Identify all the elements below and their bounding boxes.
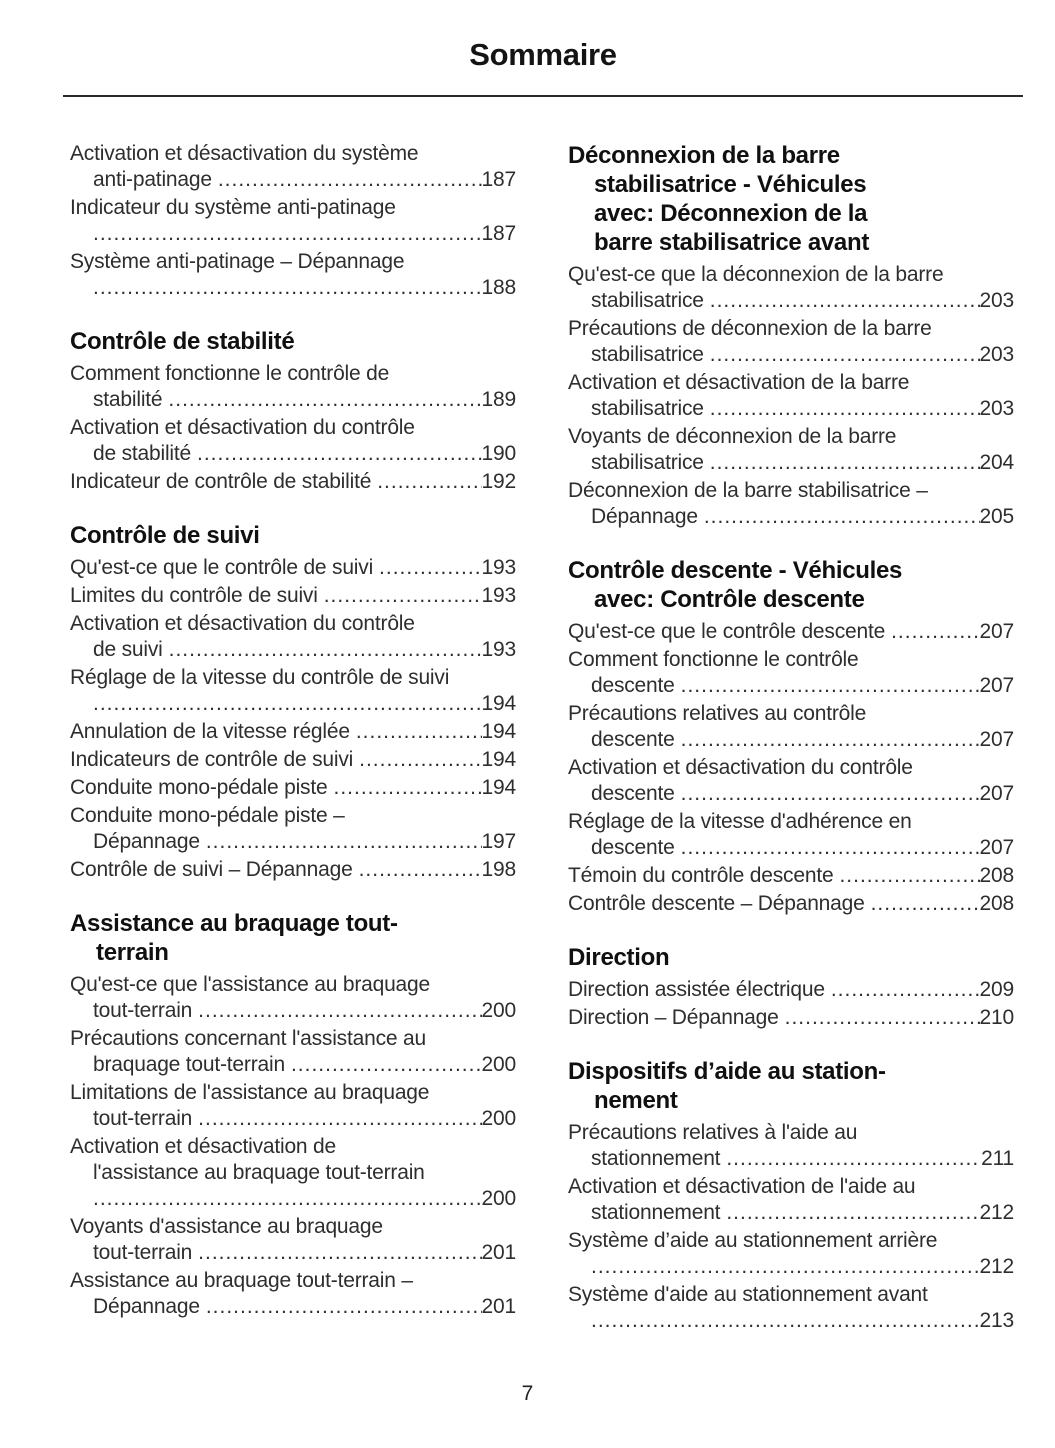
entry-text-line: Activation et désactivation du système bbox=[70, 142, 419, 165]
entry-leader-line bbox=[568, 619, 1014, 645]
entry-text: Témoin du contrôle descente bbox=[568, 864, 834, 887]
toc-section bbox=[70, 327, 516, 495]
toc-entry bbox=[568, 1005, 1014, 1031]
page-title: Sommaire bbox=[469, 37, 617, 72]
entry-page-number: 194 bbox=[481, 720, 516, 743]
dot-leader bbox=[359, 747, 481, 773]
entry-text: de stabilité bbox=[93, 442, 191, 465]
toc-entry bbox=[70, 1134, 516, 1212]
entry-leader-line bbox=[568, 396, 1014, 422]
entry-page-number: 194 bbox=[481, 776, 516, 799]
entry-leader-line bbox=[568, 342, 1014, 368]
entry-page-number: 198 bbox=[481, 858, 516, 881]
toc-entry bbox=[568, 262, 1014, 314]
toc-entry bbox=[568, 424, 1014, 476]
toc-columns bbox=[63, 141, 1023, 1336]
entry-text-line: Conduite mono-pédale piste – bbox=[70, 804, 345, 827]
entry-leader-line bbox=[70, 555, 516, 581]
entry-leader-line bbox=[70, 1106, 516, 1132]
entry-leader-line bbox=[70, 1294, 516, 1320]
entry-page-number: 207 bbox=[979, 782, 1014, 805]
entry-leader-line bbox=[568, 891, 1014, 917]
dot-leader bbox=[198, 1240, 481, 1266]
entry-text: stationnement bbox=[591, 1147, 721, 1170]
entry-leader-line bbox=[70, 469, 516, 495]
dot-leader bbox=[377, 469, 481, 495]
section-heading-line: Déconnexion de la barre bbox=[568, 142, 840, 169]
toc-entry bbox=[568, 701, 1014, 753]
entry-leader-line bbox=[70, 829, 516, 855]
entry-text: Direction assistée électrique bbox=[568, 978, 825, 1001]
entry-text-line: Assistance au braquage tout-terrain – bbox=[70, 1269, 413, 1292]
entry-text-line: Précautions concernant l'assistance au bbox=[70, 1027, 426, 1050]
entry-leader-line bbox=[568, 1254, 1014, 1280]
entry-text-line: Activation et désactivation de l'aide au bbox=[568, 1175, 916, 1198]
entry-text-line: Réglage de la vitesse du contrôle de suivi bbox=[70, 666, 450, 689]
dot-leader bbox=[681, 835, 980, 861]
entry-leader-line bbox=[70, 387, 516, 413]
entry-page-number: 203 bbox=[979, 397, 1014, 420]
dot-leader bbox=[206, 829, 482, 855]
entry-leader-line bbox=[70, 998, 516, 1024]
toc-entry bbox=[568, 370, 1014, 422]
entry-text-line: Indicateur du système anti-patinage bbox=[70, 196, 396, 219]
entry-page-number: 200 bbox=[481, 1187, 516, 1210]
section-heading-line: avec: Déconnexion de la bbox=[594, 200, 868, 227]
entry-text: braquage tout-terrain bbox=[93, 1053, 285, 1076]
dot-leader bbox=[710, 288, 980, 314]
entry-leader-line bbox=[568, 977, 1014, 1003]
toc-entry bbox=[568, 478, 1014, 530]
section-heading bbox=[568, 1057, 1014, 1115]
entry-text: Annulation de la vitesse réglée bbox=[70, 720, 350, 743]
toc-entry bbox=[70, 857, 516, 883]
entry-text: descente bbox=[591, 836, 675, 859]
entry-leader-line bbox=[70, 1240, 516, 1266]
toc-entry bbox=[568, 809, 1014, 861]
dot-leader bbox=[839, 863, 979, 889]
entry-page-number: 200 bbox=[481, 999, 516, 1022]
entry-text: stabilisatrice bbox=[591, 289, 704, 312]
entry-leader-line bbox=[568, 450, 1014, 476]
entry-leader-line bbox=[568, 288, 1014, 314]
toc-section bbox=[70, 141, 516, 301]
entry-text: anti-patinage bbox=[93, 168, 212, 191]
toc-entry bbox=[70, 469, 516, 495]
toc-entry bbox=[568, 1228, 1014, 1280]
toc-entry bbox=[70, 665, 516, 717]
entry-text-line: Précautions relatives à l'aide au bbox=[568, 1121, 858, 1144]
dot-leader bbox=[93, 691, 482, 717]
entry-text: stabilisatrice bbox=[591, 343, 704, 366]
entry-leader-line bbox=[70, 637, 516, 663]
entry-page-number: 207 bbox=[979, 836, 1014, 859]
entry-page-number: 194 bbox=[481, 748, 516, 771]
entry-text: tout-terrain bbox=[93, 1241, 193, 1264]
section-heading bbox=[70, 909, 516, 967]
entry-page-number: 207 bbox=[979, 728, 1014, 751]
entry-page-number: 207 bbox=[979, 674, 1014, 697]
dot-leader bbox=[831, 977, 980, 1003]
dot-leader bbox=[591, 1254, 980, 1280]
dot-leader bbox=[168, 387, 481, 413]
entry-page-number: 210 bbox=[979, 1006, 1014, 1029]
section-heading bbox=[568, 943, 1014, 972]
toc-section bbox=[568, 1057, 1014, 1334]
entry-text: Indicateurs de contrôle de suivi bbox=[70, 748, 354, 771]
entry-text: Conduite mono-pédale piste bbox=[70, 776, 328, 799]
entry-text-line: Réglage de la vitesse d'adhérence en bbox=[568, 810, 912, 833]
entry-text: descente bbox=[591, 728, 675, 751]
toc-entry bbox=[568, 755, 1014, 807]
toc-entry bbox=[70, 141, 516, 193]
entry-text-line: Activation et désactivation de la barre bbox=[568, 371, 910, 394]
entry-page-number: 190 bbox=[481, 442, 516, 465]
dot-leader bbox=[198, 998, 481, 1024]
section-heading bbox=[70, 521, 516, 550]
entry-text-line: Système anti-patinage – Dépannage bbox=[70, 250, 405, 273]
toc-entry bbox=[568, 1282, 1014, 1334]
entry-leader-line bbox=[568, 727, 1014, 753]
section-heading-line: stabilisatrice - Véhicules bbox=[594, 171, 867, 198]
entry-page-number: 192 bbox=[481, 470, 516, 493]
entry-leader-line bbox=[70, 719, 516, 745]
entry-leader-line bbox=[568, 835, 1014, 861]
dot-leader bbox=[359, 857, 482, 883]
dot-leader bbox=[169, 637, 482, 663]
entry-page-number: 193 bbox=[481, 556, 516, 579]
section-heading-line: nement bbox=[594, 1087, 678, 1114]
dot-leader bbox=[291, 1052, 482, 1078]
entry-text: Limites du contrôle de suivi bbox=[70, 584, 318, 607]
dot-leader bbox=[218, 167, 482, 193]
dot-leader bbox=[379, 555, 482, 581]
toc-entry bbox=[568, 1120, 1014, 1172]
entry-text-line: Activation et désactivation du contrôle bbox=[568, 756, 913, 779]
toc-entry bbox=[70, 195, 516, 247]
toc-entry bbox=[70, 361, 516, 413]
dot-leader bbox=[726, 1200, 979, 1226]
entry-text: Dépannage bbox=[93, 1295, 200, 1318]
entry-text-line: Comment fonctionne le contrôle de bbox=[70, 362, 390, 385]
section-heading-line: Contrôle de stabilité bbox=[70, 328, 295, 355]
entry-leader-line bbox=[70, 747, 516, 773]
toc-entry bbox=[70, 719, 516, 745]
entry-text: stabilisatrice bbox=[591, 451, 704, 474]
dot-leader bbox=[206, 1294, 482, 1320]
entry-leader-line bbox=[568, 1146, 1014, 1172]
entry-leader-line bbox=[70, 1052, 516, 1078]
entry-page-number: 209 bbox=[979, 978, 1014, 1001]
toc-entry bbox=[70, 611, 516, 663]
entry-leader-line bbox=[70, 691, 516, 717]
toc-entry bbox=[568, 977, 1014, 1003]
entry-text-line: Précautions relatives au contrôle bbox=[568, 702, 867, 725]
entry-text: Qu'est-ce que le contrôle de suivi bbox=[70, 556, 374, 579]
entry-page-number: 213 bbox=[979, 1309, 1014, 1332]
entry-leader-line bbox=[70, 857, 516, 883]
entry-text-line: Activation et désactivation du contrôle bbox=[70, 416, 415, 439]
dot-leader bbox=[93, 221, 482, 247]
entry-leader-line bbox=[70, 167, 516, 193]
entry-text: Qu'est-ce que le contrôle descente bbox=[568, 620, 886, 643]
entry-leader-line bbox=[568, 1308, 1014, 1334]
toc-entry bbox=[70, 1080, 516, 1132]
entry-leader-line bbox=[70, 775, 516, 801]
toc-column-right bbox=[568, 141, 1014, 1336]
dot-leader bbox=[356, 719, 482, 745]
section-heading bbox=[70, 327, 516, 356]
dot-leader bbox=[704, 504, 980, 530]
entry-leader-line bbox=[568, 1200, 1014, 1226]
section-heading-line: Contrôle de suivi bbox=[70, 522, 260, 549]
section-heading-line: barre stabilisatrice avant bbox=[594, 229, 870, 256]
entry-page-number: 200 bbox=[481, 1107, 516, 1130]
toc-entry bbox=[70, 415, 516, 467]
section-heading-line: terrain bbox=[96, 939, 169, 966]
entry-text: Indicateur de contrôle de stabilité bbox=[70, 470, 372, 493]
dot-leader bbox=[93, 1186, 482, 1212]
entry-text-line: Activation et désactivation du contrôle bbox=[70, 612, 415, 635]
dot-leader bbox=[198, 1106, 481, 1132]
section-heading-line: avec: Contrôle descente bbox=[594, 586, 865, 613]
toc-entry bbox=[70, 747, 516, 773]
entry-text: tout-terrain bbox=[93, 999, 193, 1022]
header-divider bbox=[63, 95, 1023, 97]
dot-leader bbox=[197, 441, 482, 467]
entry-text: Dépannage bbox=[93, 830, 200, 853]
section-heading-line: Contrôle descente - Véhicules bbox=[568, 557, 903, 584]
entry-leader-line bbox=[70, 583, 516, 609]
entry-page-number: 188 bbox=[481, 276, 516, 299]
entry-text: Contrôle descente – Dépannage bbox=[568, 892, 865, 915]
toc-section bbox=[568, 943, 1014, 1031]
entry-leader-line bbox=[70, 221, 516, 247]
dot-leader bbox=[710, 396, 980, 422]
dot-leader bbox=[710, 342, 980, 368]
footer-page-number: 7 bbox=[521, 1382, 534, 1405]
section-heading bbox=[568, 556, 1014, 614]
entry-text: stationnement bbox=[591, 1201, 721, 1224]
entry-text-line: Comment fonctionne le contrôle bbox=[568, 648, 859, 671]
dot-leader bbox=[785, 1005, 980, 1031]
entry-page-number: 204 bbox=[979, 451, 1014, 474]
entry-text: Dépannage bbox=[591, 505, 698, 528]
entry-text-line: Voyants d'assistance au braquage bbox=[70, 1215, 383, 1238]
entry-page-number: 187 bbox=[481, 222, 516, 245]
toc-entry bbox=[70, 803, 516, 855]
entry-page-number: 212 bbox=[979, 1201, 1014, 1224]
entry-text-line: Qu'est-ce que la déconnexion de la barre bbox=[568, 263, 944, 286]
entry-text: stabilisatrice bbox=[591, 397, 704, 420]
dot-leader bbox=[871, 891, 980, 917]
dot-leader bbox=[681, 727, 980, 753]
entry-text-line: Qu'est-ce que l'assistance au braquage bbox=[70, 973, 430, 996]
entry-text: descente bbox=[591, 782, 675, 805]
section-heading-line: Dispositifs d’aide au station- bbox=[568, 1058, 886, 1085]
dot-leader bbox=[726, 1146, 981, 1172]
entry-page-number: 208 bbox=[979, 892, 1014, 915]
dot-leader bbox=[591, 1308, 980, 1334]
entry-page-number: 194 bbox=[481, 692, 516, 715]
toc-entry bbox=[568, 891, 1014, 917]
entry-text: Direction – Dépannage bbox=[568, 1006, 779, 1029]
toc-section bbox=[568, 556, 1014, 917]
entry-text: Contrôle de suivi – Dépannage bbox=[70, 858, 353, 881]
entry-page-number: 197 bbox=[481, 830, 516, 853]
toc-entry bbox=[568, 619, 1014, 645]
dot-leader bbox=[333, 775, 481, 801]
entry-page-number: 212 bbox=[979, 1255, 1014, 1278]
entry-text-line: Activation et désactivation de bbox=[70, 1135, 336, 1158]
toc-entry bbox=[568, 316, 1014, 368]
entry-page-number: 189 bbox=[481, 388, 516, 411]
entry-leader-line bbox=[568, 504, 1014, 530]
entry-page-number: 201 bbox=[481, 1241, 516, 1264]
entry-leader-line bbox=[70, 441, 516, 467]
toc-entry bbox=[70, 555, 516, 581]
section-heading-line: Direction bbox=[568, 944, 670, 971]
entry-text: stabilité bbox=[93, 388, 163, 411]
dot-leader bbox=[681, 781, 980, 807]
entry-page-number: 211 bbox=[981, 1147, 1014, 1170]
dot-leader bbox=[93, 275, 482, 301]
toc-entry bbox=[70, 1214, 516, 1266]
entry-text-line: Limitations de l'assistance au braquage bbox=[70, 1081, 430, 1104]
entry-text-line: l'assistance au braquage tout-terrain bbox=[93, 1161, 425, 1184]
entry-page-number: 193 bbox=[481, 638, 516, 661]
entry-page-number: 193 bbox=[481, 584, 516, 607]
dot-leader bbox=[710, 450, 980, 476]
entry-leader-line bbox=[70, 275, 516, 301]
toc-entry bbox=[70, 1268, 516, 1320]
entry-page-number: 203 bbox=[979, 289, 1014, 312]
entry-text-line: Système d'aide au stationnement avant bbox=[568, 1283, 928, 1306]
entry-leader-line bbox=[70, 1186, 516, 1212]
toc-entry bbox=[70, 1026, 516, 1078]
entry-leader-line bbox=[568, 1005, 1014, 1031]
toc-entry bbox=[70, 972, 516, 1024]
entry-leader-line bbox=[568, 863, 1014, 889]
entry-page-number: 207 bbox=[979, 620, 1014, 643]
dot-leader bbox=[324, 583, 482, 609]
section-heading-line: Assistance au braquage tout- bbox=[70, 910, 398, 937]
toc-entry bbox=[568, 863, 1014, 889]
entry-text: tout-terrain bbox=[93, 1107, 193, 1130]
entry-text-line: Précautions de déconnexion de la barre bbox=[568, 317, 932, 340]
entry-page-number: 203 bbox=[979, 343, 1014, 366]
toc-section bbox=[70, 909, 516, 1320]
toc-entry bbox=[568, 1174, 1014, 1226]
toc-entry bbox=[70, 583, 516, 609]
entry-leader-line bbox=[568, 781, 1014, 807]
entry-text-line: Système d’aide au stationnement arrière bbox=[568, 1229, 938, 1252]
entry-page-number: 200 bbox=[481, 1053, 516, 1076]
entry-text: descente bbox=[591, 674, 675, 697]
section-heading bbox=[568, 141, 1014, 257]
entry-text-line: Déconnexion de la barre stabilisatrice – bbox=[568, 479, 928, 502]
dot-leader bbox=[681, 673, 980, 699]
entry-page-number: 201 bbox=[481, 1295, 516, 1318]
toc-entry bbox=[70, 775, 516, 801]
toc-section bbox=[70, 521, 516, 883]
entry-page-number: 208 bbox=[979, 864, 1014, 887]
dot-leader bbox=[891, 619, 979, 645]
toc-column-left bbox=[70, 141, 516, 1336]
entry-text: de suivi bbox=[93, 638, 163, 661]
entry-page-number: 187 bbox=[481, 168, 516, 191]
entry-text-line: Voyants de déconnexion de la barre bbox=[568, 425, 897, 448]
entry-page-number: 205 bbox=[979, 505, 1014, 528]
entry-leader-line bbox=[568, 673, 1014, 699]
toc-entry bbox=[70, 249, 516, 301]
toc-section bbox=[568, 141, 1014, 530]
toc-entry bbox=[568, 647, 1014, 699]
